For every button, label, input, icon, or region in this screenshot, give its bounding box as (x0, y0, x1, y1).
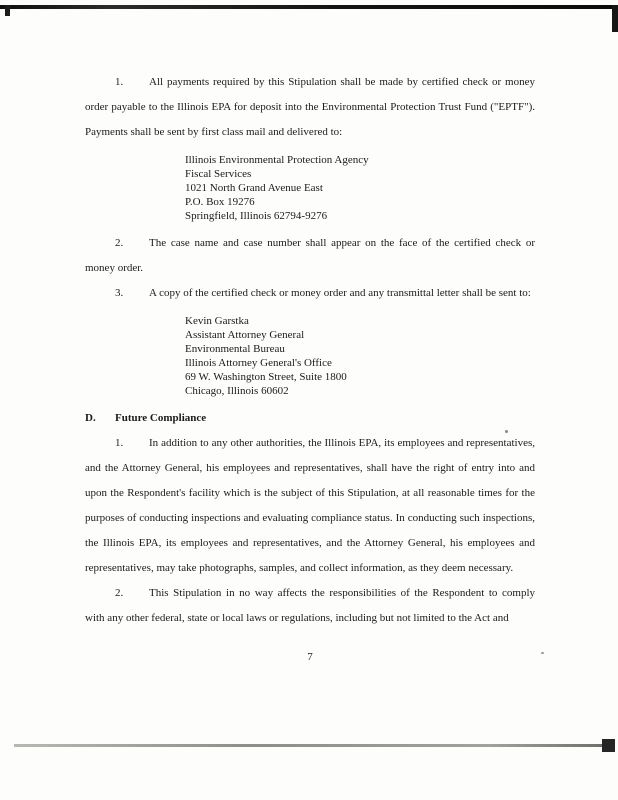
paragraph-number: 2. (115, 237, 124, 249)
address-line: 1021 North Grand Avenue East (185, 182, 323, 194)
scan-artifact-top-left (5, 5, 10, 16)
address-line: Fiscal Services (185, 168, 252, 180)
scan-speck (541, 652, 544, 654)
scan-artifact-bottom-edge (14, 744, 608, 747)
address-line: 69 W. Washington Street, Suite 1800 (185, 371, 347, 383)
paragraph-other-laws (85, 581, 535, 631)
document-content (85, 70, 535, 670)
address-line: Environmental Bureau (185, 343, 285, 355)
address-line: Springfield, Illinois 62794-9276 (185, 210, 328, 222)
scan-artifact-top-edge (0, 5, 618, 9)
address-line: P.O. Box 19276 (185, 196, 255, 208)
address-line: Kevin Garstka (185, 315, 249, 327)
section-title: Future Compliance (115, 412, 207, 424)
address-line: Assistant Attorney General (185, 329, 305, 341)
address-line: Illinois Environmental Protection Agency (185, 154, 369, 166)
attorney-general-address-block (185, 314, 535, 398)
page-number: 7 (307, 651, 313, 663)
paragraph-right-of-entry (85, 431, 535, 581)
paragraph-copy-transmittal (85, 281, 535, 306)
paragraph-number: 1. (115, 437, 124, 449)
paragraph-number: 2. (115, 587, 124, 599)
scan-artifact-top-right (612, 5, 618, 32)
paragraph-text: In addition to any other authorities, the Illinois EPA, its employees and representatives, and the Attorney General, his employees and representatives, shall have the right of entry into and upon the Respondent's facility which is the subject of this Stipulation, at all reasonable times for the purposes of conducting inspections and evaluating compliance status. In conducting such inspections, the Illinois EPA, its employees and representatives, and the Attorney General, his employees and representatives, may take photographs, samples, and collect information, as they deem necessary. (85, 437, 535, 574)
section-d-heading (85, 406, 535, 431)
paragraph-text: A copy of the certified check or money order and any transmittal letter shall be sent to: (149, 287, 531, 299)
section-letter: D. (85, 412, 96, 424)
scan-artifact-bottom-right (602, 739, 615, 752)
paragraph-text: The case name and case number shall appear on the face of the certified check or money order. (85, 237, 535, 274)
epa-address-block (185, 153, 535, 223)
paragraph-payment-instructions (85, 70, 535, 145)
address-line: Illinois Attorney General's Office (185, 357, 332, 369)
paragraph-text: This Stipulation in no way affects the responsibilities of the Respondent to comply with any other federal, state or local laws or regulations, including but not limited to the Act and (85, 587, 535, 624)
paragraph-number: 1. (115, 76, 124, 88)
paragraph-number: 3. (115, 287, 124, 299)
paragraph-text: All payments required by this Stipulation shall be made by certified check or money order payable to the Illinois EPA for deposit into the Environmental Protection Trust Fund ("EPTF"). Payments shall be sent by first class mail and delivered to: (85, 76, 535, 138)
paragraph-case-name (85, 231, 535, 281)
address-line: Chicago, Illinois 60602 (185, 385, 289, 397)
